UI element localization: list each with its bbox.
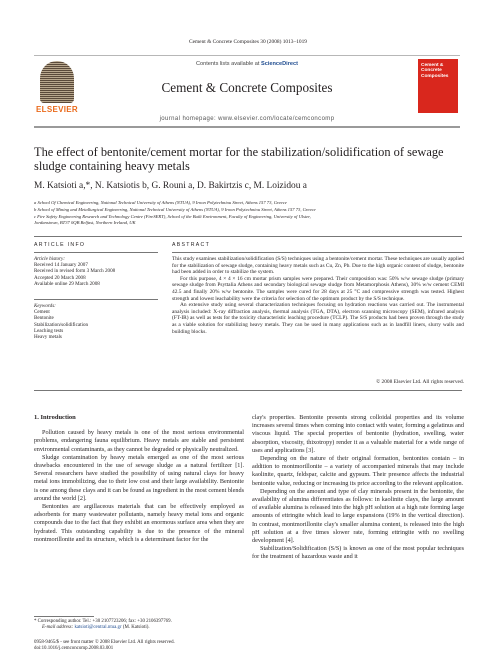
body-paragraph: Pollution caused by heavy metals is one of the most serious environmental problems, endangering fauna equilibrium. Heavy metals are stable and persistent environmental contaminants, as they cannot be degraded or physically neutralized. — [34, 429, 244, 453]
sciencedirect-link[interactable]: ScienceDirect — [260, 61, 298, 67]
history-revised: Received in revised form 3 March 2008 — [34, 268, 116, 275]
email-suffix: (M. Katsioti). — [122, 625, 150, 631]
keywords-label: Keywords: — [34, 303, 56, 309]
keywords — [34, 303, 154, 340]
article-history — [34, 256, 154, 287]
journal-cover: Cement & Concrete Composites — [418, 59, 458, 113]
abstract-heading: ABSTRACT — [172, 242, 211, 248]
affiliation-c: c Fire Safety Engineering Research and Technology Centre (FireSERT), School of the Built Environment, Faculty of Engineering, University of Ulster, — [34, 214, 311, 219]
contents-line — [34, 61, 460, 67]
article-title: The effect of bentonite/cement mortar for the stabilization/solidification of sewage sludge containing heavy metals — [34, 145, 444, 173]
footnote — [34, 619, 244, 631]
corresponding-author: * Corresponding author. Tel.: +30 2107723206; fax: +30 2106397769. — [34, 619, 172, 624]
history-received: Received 14 January 2007 — [34, 262, 88, 269]
abstract-body — [172, 256, 464, 335]
body-paragraph: Depending on the nature of their original formation, bentonites contain – in addition to montmorillonite – a variety of accompanied minerals that may include kaolinite, quartz, feldspar, calcite and gypsum. Their presence affects the industrial bentonite value, reducing or increasing its price according to the relevant application. — [252, 455, 464, 487]
history-label: Article history: — [34, 256, 65, 262]
body-paragraph: Depending on the amount and type of clay minerals present in the bentonite, the availability of alumina differentiates as follows: in kaolinite clays, the large amount of available alumina is released into the high pH solution at a high rate forming large amounts of ettringite which lead to large expansions (19% in the vertical direction). In contrast, montmorillonite clay's smaller alumina content, is released into the high pH solution at a five times slower rate, forming ettringite with no swelling development [4]. — [252, 487, 464, 545]
abstract-paragraph: An extensive study using several characterization techniques focusing on hydration reactions was carried out. The instrumental analysis included: X-ray diffraction analysis, thermal analysis (TGA, DTA), electron scanning microscopy (SEM), infrared analysis (FT-IR) as well as tests for the toxicity characteristic leaching procedure (TCLP). The S/S products had been proven through the study as a viable solution for stabilizing heavy metals. They can be used in many applications such as in landfill liners, slurry walls and building blocks. — [172, 302, 464, 335]
divider — [34, 390, 462, 391]
keyword-item: Leaching tests — [34, 327, 64, 334]
body-right-column — [252, 414, 464, 562]
article-info-heading: ARTICLE INFO — [34, 242, 86, 248]
email-line — [34, 625, 244, 631]
affiliation-a: a School Of Chemical Engineering, National Technical University of Athens (NTUA), 9 Iroon Polytechniou Street, Athens 157 73, Greece — [34, 200, 287, 205]
author-list: M. Katsioti a,*, N. Katsiotis b, G. Rouni a, D. Bakirtzis c, M. Loizidou a — [34, 181, 307, 191]
affiliation-c-cont: Jordanstown, BT37 0QB Belfast, Northern Ireland, UK — [34, 220, 136, 225]
divider — [34, 236, 462, 237]
issn-line: 0958-9465/$ - see front matter © 2008 Elsevier Ltd. All rights reserved. — [34, 640, 175, 645]
body-paragraph: Sludge contamination by heavy metals emerged as one of the most serious drawbacks encountered in the use of sewage sludge as a natural fertilizer [1]. Several researchers have studied the possibility of using natural clays for heavy metal ions immobilizing, due to their low cost and their large availability. Bentonite is one among these clays and it can be found as ingredient in the most cement blends around the world [2]. — [34, 453, 244, 502]
journal-homepage[interactable]: journal homepage: www.elsevier.com/locate/cemconcomp — [159, 116, 335, 122]
history-online: Available online 29 March 2008 — [34, 280, 100, 287]
journal-reference: Cement & Concrete Composites 30 (2008) 1013–1019 — [189, 39, 307, 45]
body-paragraph: Bentonites are argillaceous materials that can be effectively employed as adsorbents for many wastewater pollutants, namely heavy metal ions and organic compounds due to the fact that they exhibit an enormous surface area when they are hydrated. This outstanding capability is due to the presence of the mineral montmorillonite and its structure, which is a determinant factor for the — [34, 503, 244, 543]
keyword-item: Bentonite — [34, 315, 54, 322]
doi-line[interactable]: doi:10.1016/j.cemconcomp.2008.03.001 — [34, 646, 114, 651]
body-paragraph: clay's properties. Bentonite presents strong colloidal properties and its volume increases several times when coming into contact with water, forming a gelatinus and viscous liquid. The special properties of bentonite (hydration, swelling, water absorption, viscosity, thixotropy) render it as a valuable material for a wide range of uses and applications [3]. — [252, 414, 464, 454]
keyword-item: Cement — [34, 309, 50, 316]
journal-name: Cement & Concrete Composites — [161, 80, 333, 95]
publisher-logo-text: ELSEVIER — [36, 105, 78, 114]
history-accepted: Accepted 20 March 2008 — [34, 274, 86, 281]
copyright: © 2008 Elsevier Ltd. All rights reserved. — [376, 379, 464, 385]
divider — [34, 299, 158, 300]
keyword-item: Stabilization/solidification — [34, 321, 89, 328]
affiliation-b: b School of Mining and Metallurgical Engineering, National Technical University of Athens (NTUA), 9 Iroon Polytechniou Street, Athens 157 73, Greece — [34, 207, 316, 212]
contents-prefix: Contents lists available at — [195, 61, 260, 67]
abstract-paragraph: This study examines stabilization/solidification (S/S) techniques using a bentonite/cement mortar. These techniques are usually applied for the stabilization of sewage sludge, containing heavy metals such as Cu, Zn, Pb. Due to the high organic content of sludge, bentonite had been added in order to stabilize the system. — [172, 256, 464, 276]
email-link[interactable]: katsioti@central.ntua.gr — [74, 625, 122, 631]
section-title: 1. Introduction — [34, 414, 76, 421]
journal-header — [34, 55, 460, 128]
keyword-item: Heavy metals — [34, 334, 62, 341]
email-label: E-mail address: — [42, 625, 74, 631]
divider — [34, 252, 158, 253]
divider — [172, 252, 464, 253]
abstract-paragraph: For this purpose, 4 × 4 × 16 cm mortar prism samples were prepared. Their composition was: 50% w/w sewage sludge (primary sewage sludge from Psyttalia Athens and secondary biological sewage sludge from Metamorphosis Athens), 30% w/w cement CEMI 42.5 and finally 20% w/w bentonite. The samples were cured for 28 days at 25 °C and compressive strength was tested. Highest strength and lowest leachability were the criteria for selection of the optimum product by the S/S technique. — [172, 275, 464, 302]
footnote-rule — [34, 616, 94, 617]
body-left-column — [34, 414, 244, 544]
body-paragraph: Stabilization/Solidification (S/S) is known as one of the most popular techniques for the treatment of hazardous waste and it — [252, 545, 464, 561]
